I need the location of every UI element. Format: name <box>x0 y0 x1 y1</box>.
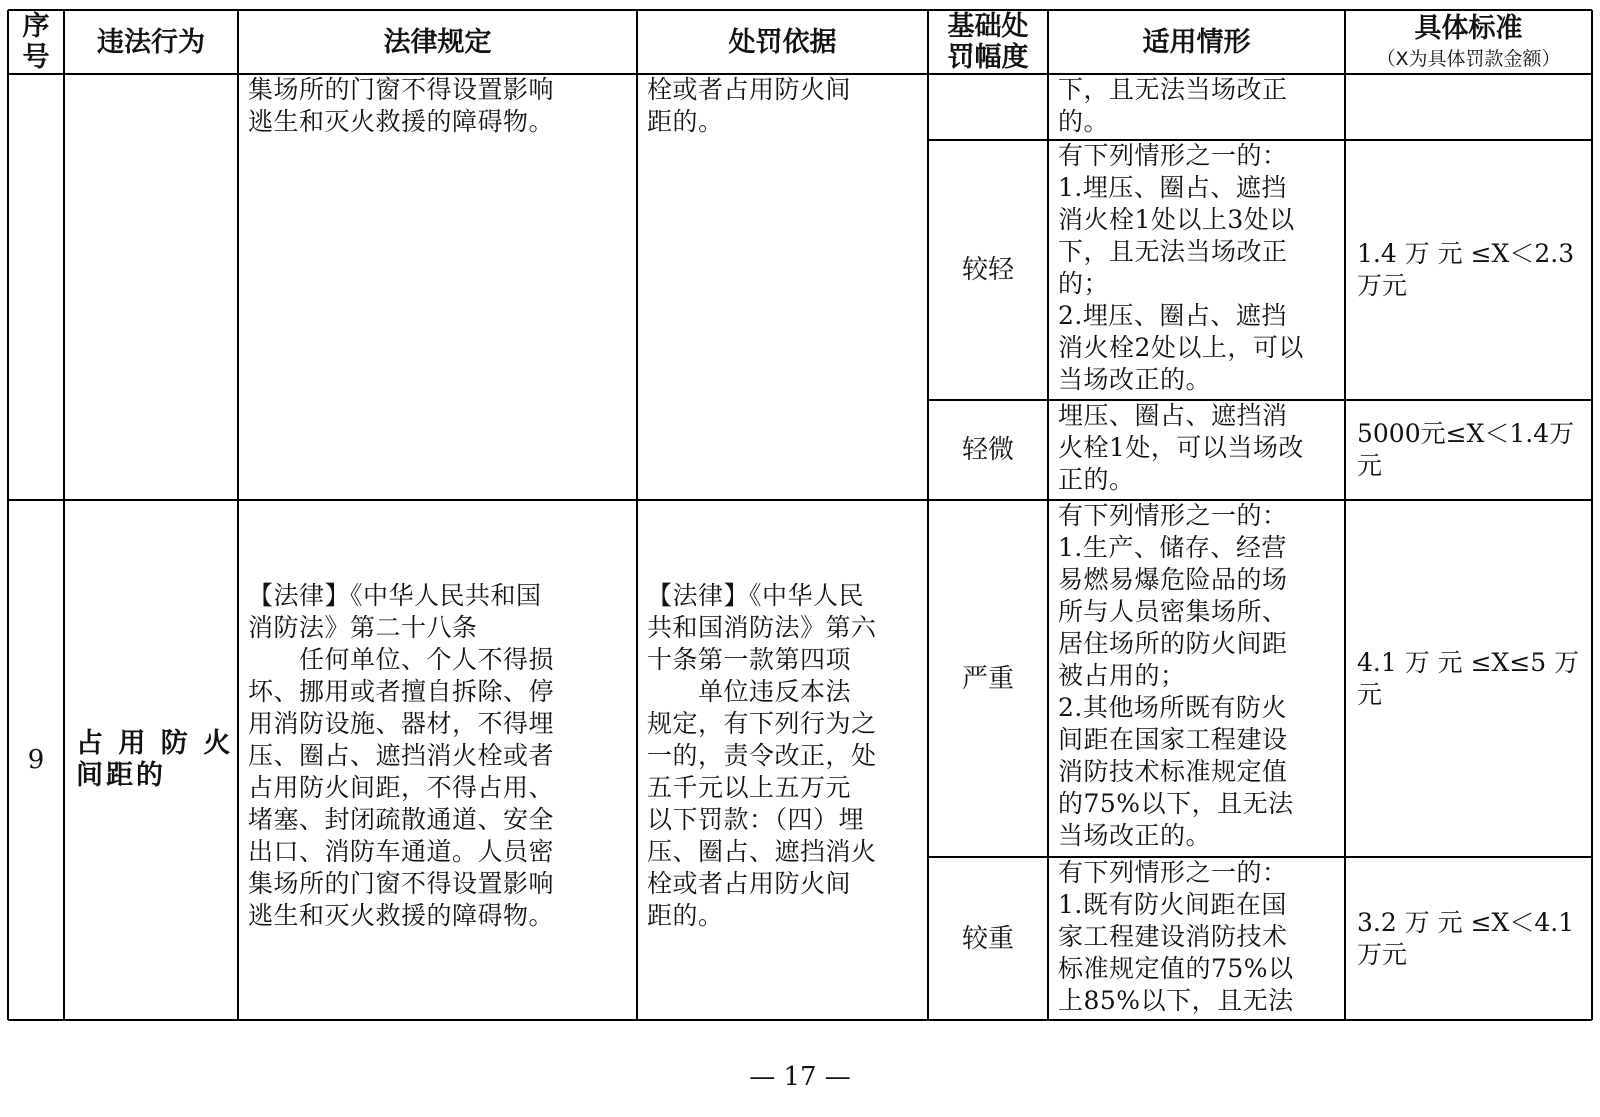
row9-violation: 占 用 防 火 间距的 <box>76 728 234 791</box>
header-seq: 序 号 <box>22 11 50 73</box>
cont-level-light: 较轻 <box>961 255 1014 285</box>
header-law: 法律规定 <box>383 26 492 58</box>
row9-level-heavy: 较重 <box>961 923 1014 954</box>
row9-standard-heavy: 3.2 万 元 ≤X＜4.1 万元 <box>1357 907 1575 969</box>
cont-case-1: 下，且无法当场改正 的。 <box>1058 75 1288 136</box>
cont-case-minor: 埋压、圈占、遮挡消 火栓1处，可以当场改 正的。 <box>1058 401 1304 494</box>
cont-law-text: 集场所的门窗不得设置影响 逃生和灭火救援的障碍物。 <box>248 75 555 136</box>
header-level: 基础处 罚幅度 <box>947 11 1029 73</box>
cont-standard-minor: 5000元≤X＜1.4万 元 <box>1357 419 1575 480</box>
header-case: 适用情形 <box>1142 26 1251 58</box>
cont-level-minor: 轻微 <box>961 435 1014 465</box>
cont-case-light: 有下列情形之一的： 1.埋压、圈占、遮挡 消火栓1处以上3处以 下，且无法当场改正 的； 2.埋压、圈占、遮挡 消火栓2处以上，可以 当场改正的。 <box>1058 141 1304 394</box>
row9-seq: 9 <box>27 745 45 775</box>
cont-basis-text: 栓或者占用防火间 距的。 <box>647 75 852 136</box>
page-number: — 17 — <box>749 1062 851 1092</box>
row9-standard-severe: 4.1 万 元 ≤X≤5 万 元 <box>1357 647 1580 709</box>
header-standard: 具体标准 （X为具体罚款金额） <box>1376 13 1561 70</box>
row9-law-text: 【法律】《中华人民共和国 消防法》第二十八条 任何单位、个人不得损 坏、挪用或者擅自拆除、停 用消防设施、器材，不得埋 压、圈占、遮挡消火栓或者 占用防火间距，不得占用、 堵塞、封闭疏散通道、安全 出口、消防车通道。人员密 集场所的门窗不得设置影响 逃生和灭火救援的障碍物。 <box>248 581 555 930</box>
row9-basis-text: 【法律】《中华人民 共和国消防法》第六 十条第一款第四项 单位违反本法 规定，有下列行为之 一的，责令改正，处 五千元以上五万元 以下罚款：（四）埋 压、圈占、遮挡消火 栓或者占用防火间 距的。 <box>647 581 877 930</box>
header-violation: 违法行为 <box>97 26 205 58</box>
row9-case-heavy: 有下列情形之一的： 1.既有防火间距在国 家工程建设消防技术 标准规定值的75%以 上85%以下，且无法 <box>1058 858 1294 1015</box>
header-basis: 处罚依据 <box>728 26 837 58</box>
row9-case-severe: 有下列情形之一的： 1.生产、储存、经营 易燃易爆危险品的场 所与人员密集场所、 居住场所的防火间距 被占用的； 2.其他场所既有防火 间距在国家工程建设 消防技术标准规定值 的75%以下，且无法 当场改正的。 <box>1058 501 1294 850</box>
row9-level-severe: 严重 <box>961 663 1014 694</box>
cont-standard-light: 1.4 万 元 ≤X＜2.3 万元 <box>1357 239 1575 300</box>
